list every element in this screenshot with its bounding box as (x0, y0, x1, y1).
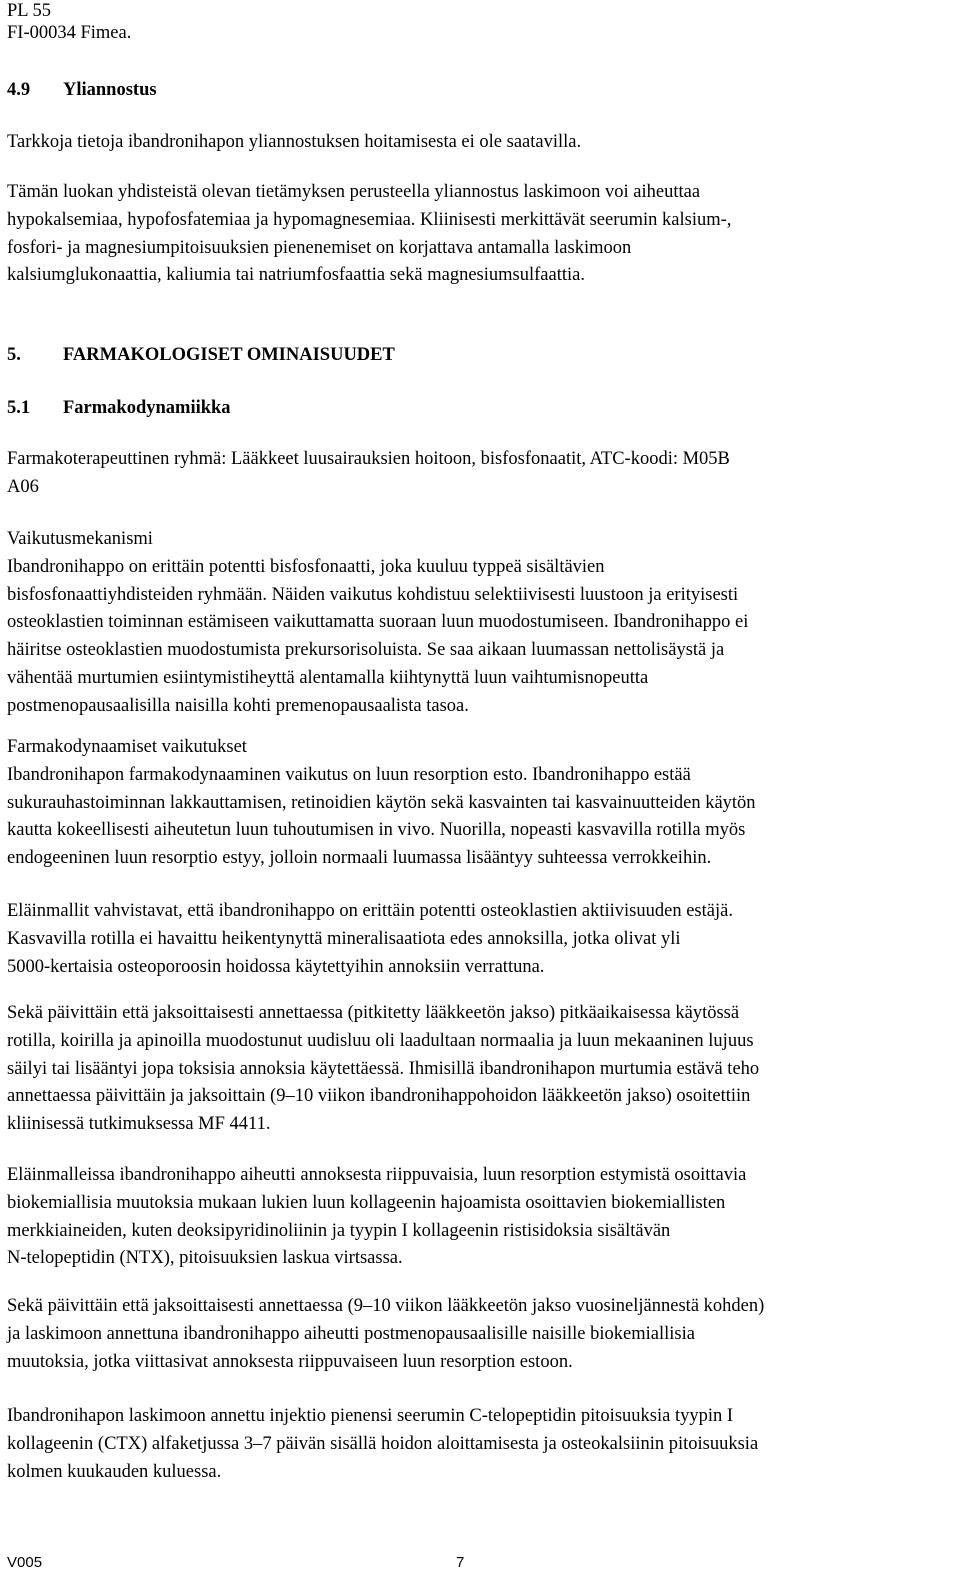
paragraph-injection-ctx (7, 1403, 949, 1486)
text-line: A06 (7, 476, 39, 497)
paragraph-atc-group (7, 446, 949, 502)
address-line-1: PL 55 (7, 1, 52, 21)
text-line: kliinisessä tutkimuksessa MF 4411. (7, 1114, 271, 1135)
paragraph-daily-intermittent (7, 1000, 949, 1139)
section-heading-5 (7, 342, 395, 368)
text-line: Sekä päivittäin että jaksoittaisesti annettaessa (pitkitetty lääkkeetön jakso) pitkäaikaisessa käytössä (7, 1003, 740, 1023)
text-line: bisfosfonaattiyhdisteiden ryhmään. Näiden vaikutus kohdistuu selektiivisesti luustoon ja erityisesti (7, 584, 739, 605)
text-line: ja laskimoon annettuna ibandronihappo aiheutti postmenopausaalisille naisille biokemiallisia (7, 1323, 695, 1344)
text-line: postmenopausaalisilla naisilla kohti premenopausaalista tasoa. (7, 695, 469, 716)
text-line: N-telopeptidin (NTX), pitoisuuksien laskua virtsassa. (7, 1248, 403, 1269)
text-line: sukurauhastoiminnan lakkauttamisen, retinoidien käytön sekä kasvainten tai kasvainuutteiden käytön (7, 792, 756, 813)
text-line: Ibandronihapon farmakodynaaminen vaikutus on luun resorption esto. Ibandronihappo estää (7, 764, 691, 785)
text-line: kollageenin (CTX) alfaketjussa 3–7 päivän sisällä hoidon aloittamisesta ja osteokalsiinin pitoisuuksia (7, 1433, 759, 1454)
text-line: Ibandronihappo on erittäin potentti bisfosfonaatti, joka kuuluu typpeä sisältävien (7, 556, 605, 577)
section-title: Yliannostus (63, 80, 157, 100)
text-line: säilyi tai lisääntyi jopa toksisia annoksia käytettäessä. Ihmisillä ibandronihapon murtumia estävä teho (7, 1058, 760, 1079)
text-line: annettaessa päivittäin ja jaksoittain (9–10 viikon ibandronihappohoidon lääkkeetön jakso) osoitettiin (7, 1086, 751, 1107)
footer-version: V005 (7, 1554, 43, 1571)
text-line: endogeeninen luun resorptio estyy, jolloin normaali luumassa lisääntyy suhteessa verrokkeihin. (7, 848, 712, 869)
paragraph-overdose-info (7, 129, 949, 157)
subheading-pharmacodynamic-effects: Farmakodynaamiset vaikutukset (7, 737, 247, 757)
text-line: Eläinmallit vahvistavat, että ibandronihappo on erittäin potentti osteoklastien aktiivisuuden estäjä. (7, 901, 733, 921)
section-number: 4.9 (7, 80, 31, 100)
text-line: Kasvavilla rotilla ei havaittu heikentynyttä mineralisaatiota edes annoksilla, jotka olivat yli (7, 928, 681, 949)
text-line: kautta kokeellisesti aiheutetun luun tuhoutumisen in vivo. Nuorilla, nopeasti kasvavilla rotilla myös (7, 820, 746, 841)
footer-page-number: 7 (456, 1554, 465, 1571)
paragraph-pharmacodynamic-effects (7, 734, 949, 873)
text-line: kalsiumglukonaattia, kaliumia tai natriumfosfaattia sekä magnesiumsulfaattia. (7, 265, 585, 286)
text-line: Tarkkoja tietoja ibandronihapon yliannostuksen hoitamisesta ei ole saatavilla. (7, 132, 582, 152)
paragraph-postmenopausal (7, 1293, 949, 1376)
section-heading-4-9 (7, 77, 157, 103)
text-line: fosfori- ja magnesiumpitoisuuksien pienenemiset on korjattava antamalla laskimoon (7, 237, 632, 258)
paragraph-overdose-effects (7, 179, 949, 290)
text-line: 5000-kertaisia osteoporoosin hoidossa käytettyihin annoksiin verrattuna. (7, 956, 545, 977)
paragraph-biochemical-markers (7, 1162, 949, 1273)
section-title: FARMAKOLOGISET OMINAISUUDET (63, 345, 395, 365)
text-line: osteoklastien toiminnan estämiseen vaikuttamatta suoraan luun muodostumiseen. Ibandronihappo ei (7, 612, 749, 633)
text-line: vähentää murtumien esiintymistiheyttä alentamalla kiihtynyttä luun vaihtumisnopeutta (7, 667, 649, 688)
text-line: merkkiaineiden, kuten deoksipyridinoliinin ja tyypin I kollageenin ristisidoksia sisältävän (7, 1220, 671, 1241)
text-line: Tämän luokan yhdisteistä olevan tietämyksen perusteella yliannostus laskimoon voi aiheuttaa (7, 182, 701, 202)
section-number: 5.1 (7, 398, 31, 418)
section-heading-5-1 (7, 395, 231, 421)
section-title: Farmakodynamiikka (63, 398, 231, 418)
paragraph-mechanism (7, 526, 949, 721)
text-line: muutoksia, jotka viittasivat annoksesta riippuvaiseen luun resorption estoon. (7, 1351, 573, 1372)
text-line: Sekä päivittäin että jaksoittaisesti annettaessa (9–10 viikon lääkkeetön jakso vuosineljännestä kohden) (7, 1296, 765, 1316)
paragraph-animal-models (7, 898, 949, 981)
text-line: hypokalsemiaa, hypofosfatemiaa ja hypomagnesemiaa. Kliinisesti merkittävät seerumin kalsium-, (7, 209, 732, 230)
text-line: Farmakoterapeuttinen ryhmä: Lääkkeet luusairauksien hoitoon, bisfosfonaatit, ATC-koodi: M05B (7, 449, 730, 469)
text-line: kolmen kuukauden kuluessa. (7, 1461, 222, 1482)
text-line: häiritse osteoklastien muodostumista prekursorisoluista. Se saa aikaan luumassan nettolisäystä ja (7, 640, 725, 661)
text-line: Eläinmalleissa ibandronihappo aiheutti annoksesta riippuvaisia, luun resorption estymistä osoittavia (7, 1165, 747, 1185)
section-number: 5. (7, 345, 21, 365)
subheading-mechanism: Vaikutusmekanismi (7, 529, 153, 549)
text-line: rotilla, koirilla ja apinoilla muodostunut uudisluu oli laadultaan normaalia ja luun mekaaninen lujuus (7, 1030, 754, 1051)
text-line: Ibandronihapon laskimoon annettu injektio pienensi seerumin C-telopeptidin pitoisuuksia tyypin I (7, 1406, 734, 1426)
address-line-2: FI-00034 Fimea. (7, 23, 132, 43)
text-line: biokemiallisia muutoksia mukaan lukien luun kollageenin hajoamista osoittavien biokemiallisten (7, 1192, 726, 1213)
